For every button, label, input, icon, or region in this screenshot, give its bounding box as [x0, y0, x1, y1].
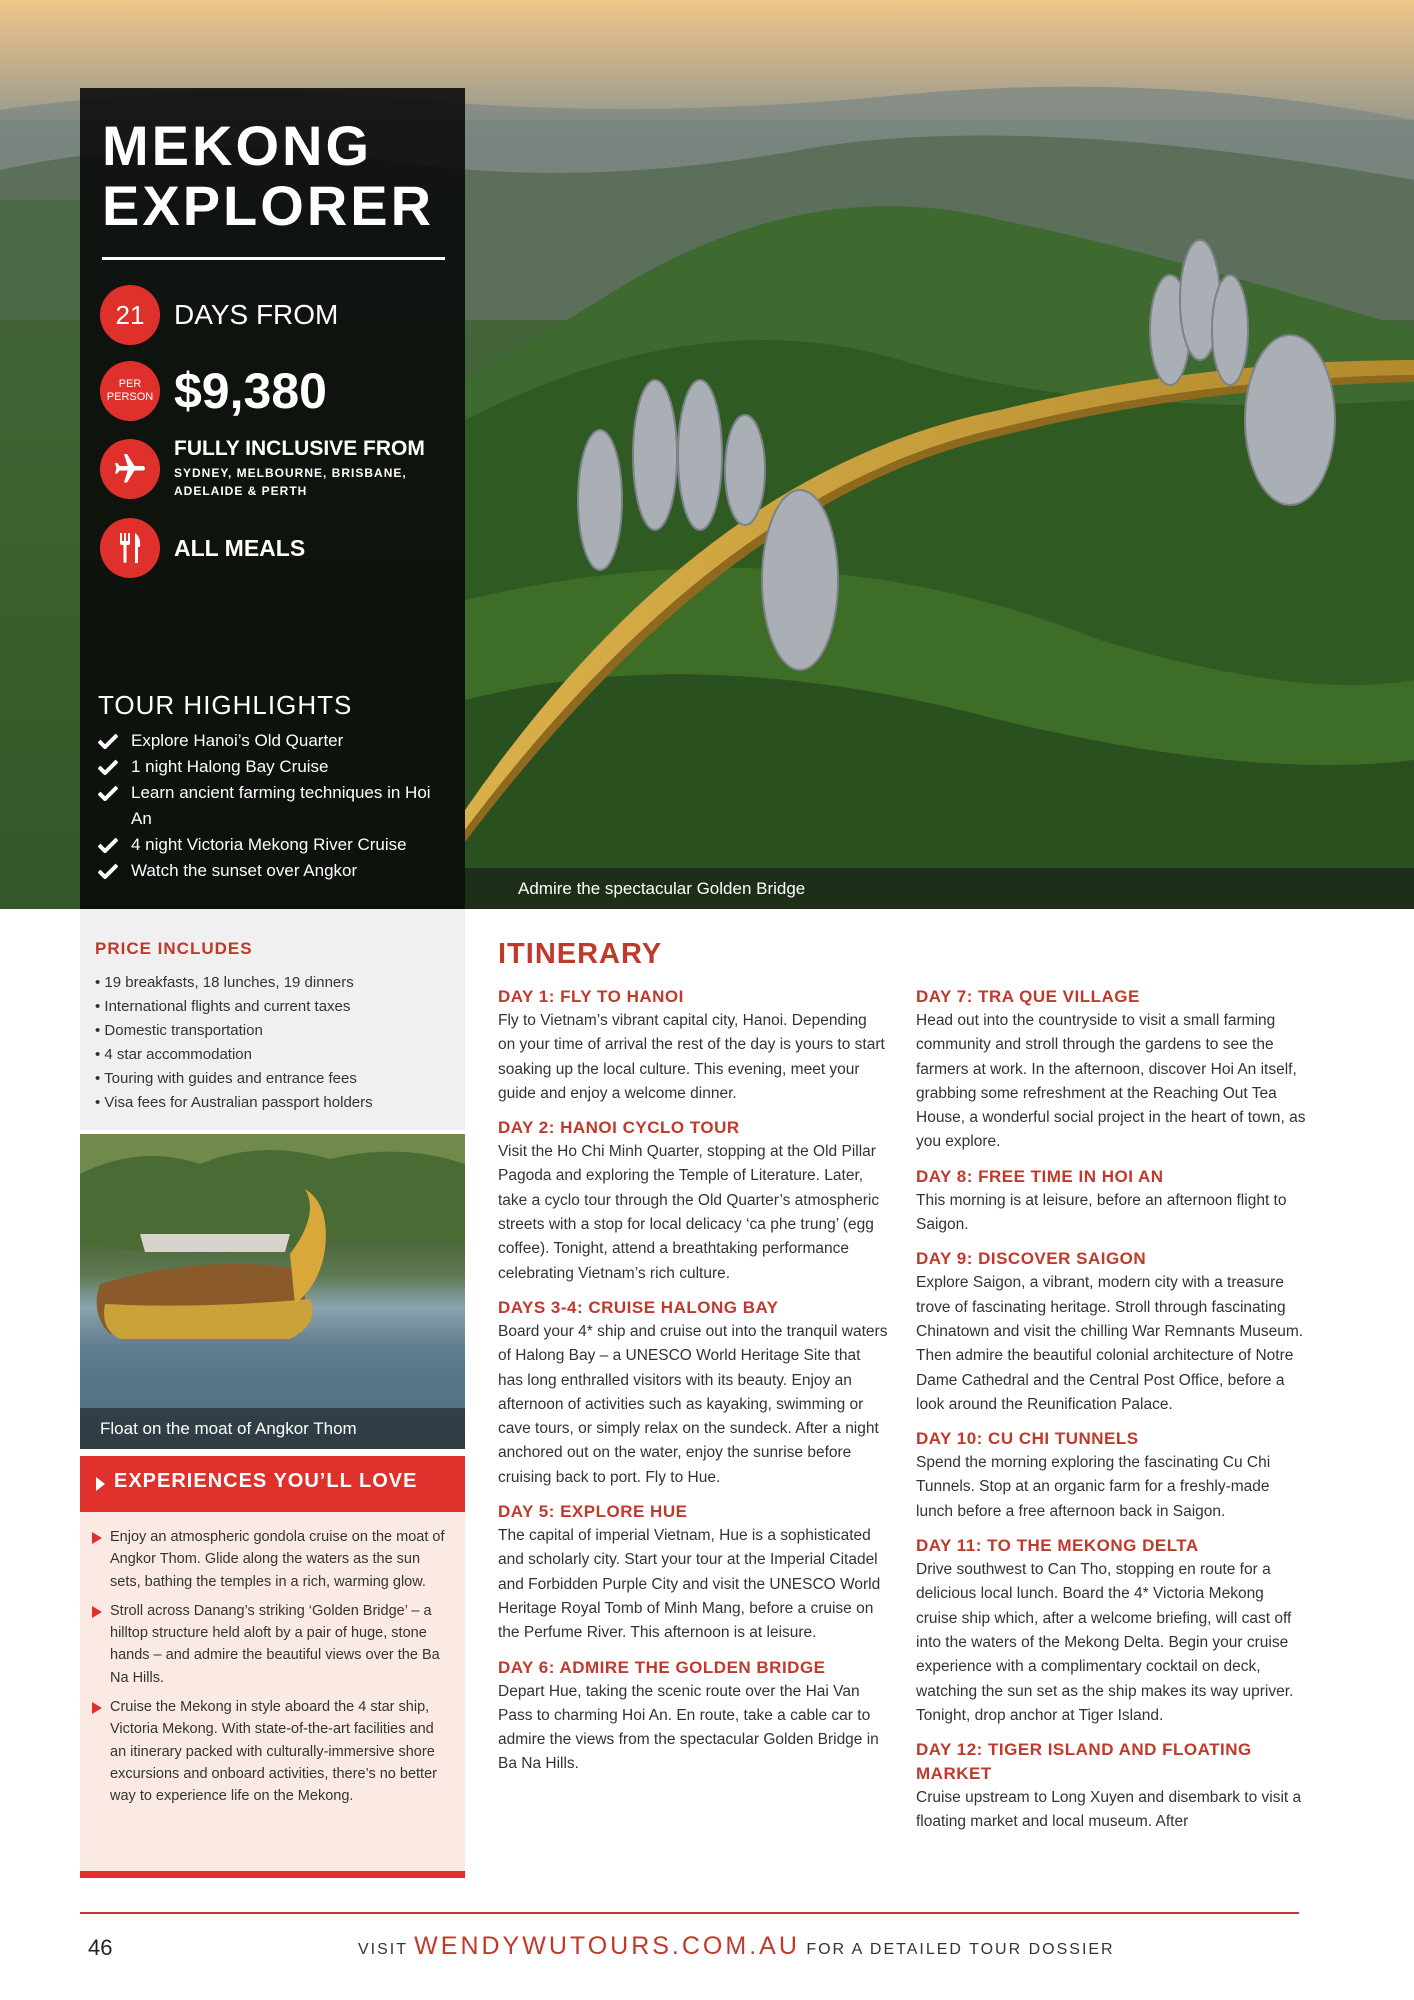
- itinerary-day: [498, 985, 888, 1106]
- inclusive-heading: FULLY INCLUSIVE FROM: [174, 437, 425, 460]
- list-item: [98, 780, 453, 832]
- day-text: This morning is at leisure, before an afternoon flight to Saigon.: [916, 1191, 1287, 1234]
- list-item: [92, 1526, 452, 1593]
- departure-cities: ADELAIDE & PERTH: [174, 484, 308, 498]
- check-icon: [98, 733, 118, 749]
- day-title: DAY 7: TRA QUE VILLAGE: [916, 987, 1140, 1006]
- flights-text: [174, 437, 425, 501]
- highlights-title: TOUR HIGHLIGHTS: [98, 690, 353, 720]
- itinerary-day: [498, 1656, 888, 1777]
- website-link[interactable]: WENDYWUTOURS.COM.AU: [414, 1932, 800, 1960]
- highlights-list: [98, 728, 453, 884]
- day-title: DAY 11: TO THE MEKONG DELTA: [916, 1536, 1199, 1556]
- list-item: [98, 832, 453, 858]
- meals-stat: [100, 518, 305, 578]
- list-item: [98, 754, 453, 780]
- plane-icon: [100, 439, 160, 499]
- price-stat: [100, 361, 327, 421]
- price-includes-title: PRICE INCLUDES: [95, 939, 253, 958]
- experience-text: Enjoy an atmospheric gondola cruise on the moat of Angkor Thom. Glide along the waters as the sun sets, bathing the temples in a rich, warming glow.: [110, 1529, 445, 1590]
- list-item: • Domestic transportation: [95, 1019, 373, 1043]
- days-stat: [100, 285, 338, 345]
- photo-caption: Float on the moat of Angkor Thom: [80, 1408, 465, 1449]
- triangle-right-icon: [92, 1606, 102, 1618]
- price-includes-box: [80, 909, 465, 1130]
- day-text: The capital of imperial Vietnam, Hue is a sophisticated and scholarly city. Start your tour at the Imperial Citadel and Forbidden Purple City and visit the UNESCO World Heritage Royal Tomb of Minh Mang, before a cruise on the Perfume River. This afternoon is at leisure.: [498, 1527, 881, 1642]
- tour-price: $9,380: [174, 363, 327, 419]
- itinerary-column-1: [498, 985, 888, 1787]
- itinerary-day: [916, 985, 1306, 1155]
- list-item: [98, 728, 453, 754]
- experiences-list: [92, 1526, 452, 1815]
- day-title: DAYS 3-4: CRUISE HALONG BAY: [498, 1297, 779, 1317]
- per-person-line: PERSON: [106, 391, 154, 403]
- day-title: DAY 6: ADMIRE THE GOLDEN BRIDGE: [498, 1657, 826, 1677]
- itinerary-day: [498, 1116, 888, 1286]
- photo-caption: Admire the spectacular Golden Bridge: [465, 868, 1414, 909]
- list-item: • Touring with guides and entrance fees: [95, 1067, 373, 1091]
- list-item: • Visa fees for Australian passport holders: [95, 1091, 373, 1115]
- price-includes-list: [95, 971, 373, 1115]
- title-divider: [102, 257, 445, 260]
- list-item: [98, 858, 453, 884]
- days-badge: 21: [100, 285, 160, 345]
- highlight-text: Watch the sunset over Angkor: [131, 861, 358, 880]
- moat-photo: [80, 1134, 465, 1449]
- experience-text: Cruise the Mekong in style aboard the 4 star ship, Victoria Mekong. With state-of-the-art facilities and an itinerary packed with culturally-immersive shore excursions and onboard activities, there’s no better way to experience life on the Mekong.: [110, 1699, 437, 1805]
- day-text: Depart Hue, taking the scenic route over the Hai Van Pass to charming Hoi An. En route, take a cable car to admire the views from the spectacular Golden Bridge in Ba Na Hills.: [498, 1682, 879, 1773]
- per-person-badge: [100, 361, 160, 421]
- day-title: DAY 5: EXPLORE HUE: [498, 1502, 688, 1522]
- list-item: • 19 breakfasts, 18 lunches, 19 dinners: [95, 971, 373, 995]
- title-panel: [80, 88, 465, 909]
- footer-suffix: FOR A DETAILED TOUR DOSSIER: [806, 1941, 1115, 1958]
- list-item: • 4 star accommodation: [95, 1043, 373, 1067]
- day-text: Board your 4* ship and cruise out into the tranquil waters of Halong Bay – a UNESCO World Heritage Site that has long enthralled visitors with its beauty. Enjoy an afternoon of activities such as kayaking, swimming or cave tours, or simply relax on the sundeck. After a night anchored out on the water, enjoy the sunrise before cruising back to port. Fly to Hue.: [498, 1322, 888, 1486]
- day-title: DAY 10: CU CHI TUNNELS: [916, 1429, 1139, 1449]
- triangle-right-icon: [96, 1477, 105, 1491]
- day-text: Head out into the countryside to visit a small farming community and stroll through the gardens to see the farmers at work. In the afternoon, discover Hoi An itself, grabbing some refreshment at the Reaching Out Tea House, a wonderful social project in the heart of town, as you explore.: [916, 1012, 1306, 1151]
- day-title: DAY 8: FREE TIME IN HOI AN: [916, 1166, 1164, 1186]
- day-title: DAY 1: FLY TO HANOI: [498, 987, 684, 1006]
- itinerary-day: [916, 1427, 1306, 1524]
- itinerary-column-2: [916, 985, 1306, 1845]
- tour-title-line: EXPLORER: [102, 174, 435, 237]
- tour-title-line: MEKONG: [102, 114, 372, 177]
- page-number: 46: [88, 1935, 113, 1960]
- itinerary-day: [498, 1296, 888, 1490]
- check-icon: [98, 759, 118, 775]
- experiences-header: [80, 1456, 465, 1512]
- highlight-text: 4 night Victoria Mekong River Cruise: [131, 835, 407, 854]
- experiences-title: EXPERIENCES YOU’LL LOVE: [114, 1470, 418, 1492]
- departure-cities: SYDNEY, MELBOURNE, BRISBANE,: [174, 466, 407, 480]
- footer-visit: VISIT: [358, 1941, 408, 1958]
- gondola-illustration: [80, 1134, 465, 1449]
- highlight-text: 1 night Halong Bay Cruise: [131, 757, 329, 776]
- itinerary-day: [916, 1738, 1306, 1835]
- triangle-right-icon: [92, 1702, 102, 1714]
- triangle-right-icon: [92, 1532, 102, 1544]
- days-label: DAYS FROM: [174, 299, 339, 330]
- highlight-text: Explore Hanoi’s Old Quarter: [131, 731, 344, 750]
- list-item: [92, 1600, 452, 1689]
- experiences-box: [80, 1456, 465, 1876]
- flights-stat: [100, 437, 425, 501]
- experience-text: Stroll across Danang’s striking ‘Golden Bridge’ – a hilltop structure held aloft by a pair of huge, stone hands – and admire the beautiful views over the Ba Na Hills.: [110, 1602, 440, 1686]
- check-icon: [98, 863, 118, 879]
- day-text: Visit the Ho Chi Minh Quarter, stopping at the Old Pillar Pagoda and exploring the Temple of Literature. Later, take a cyclo tour through the Old Quarter’s atmospheric streets with a stop for local delicacy ‘ca phe trung’ (egg coffee). Tonight, attend a breathtaking performance celebrating Vietnam’s rich culture.: [498, 1143, 880, 1282]
- meals-label: ALL MEALS: [174, 534, 306, 561]
- footer-cta: [358, 1932, 1115, 1961]
- list-item: [92, 1696, 452, 1807]
- per-person-line: PER: [118, 378, 142, 390]
- day-text: Explore Saigon, a vibrant, modern city with a treasure trove of fascinating heritage. Stroll through fascinating Chinatown and visit the chilling War Remnants Museum. Then admire the beautiful colonial architecture of Notre Dame Cathedral and the Central Post Office, before a look around the Reunification Palace.: [916, 1274, 1304, 1413]
- itinerary-day: [916, 1247, 1306, 1417]
- tour-title: [102, 116, 434, 236]
- list-item: • International flights and current taxes: [95, 995, 373, 1019]
- itinerary-day: [498, 1500, 888, 1645]
- day-text: Spend the morning exploring the fascinating Cu Chi Tunnels. Stop at an organic farm for a freshly-made lunch before a free afternoon back in Saigon.: [916, 1454, 1271, 1520]
- day-title: DAY 12: TIGER ISLAND AND FLOATING MARKET: [916, 1740, 1252, 1784]
- highlight-text: Learn ancient farming techniques in Hoi An: [131, 783, 431, 828]
- experiences-bottom-bar: [80, 1871, 465, 1878]
- check-icon: [98, 785, 118, 801]
- check-icon: [98, 837, 118, 853]
- footer-divider: [80, 1912, 1299, 1914]
- day-text: Fly to Vietnam’s vibrant capital city, Hanoi. Depending on your time of arrival the rest of the day is yours to start soaking up the local culture. This evening, meet your guide and enjoy a welcome dinner.: [498, 1012, 885, 1102]
- itinerary-day: [916, 1534, 1306, 1728]
- day-text: Drive southwest to Can Tho, stopping en route for a delicious local lunch. Board the 4* Victoria Mekong cruise ship which, after a welcome briefing, will cast off into the waters of the Mekong Delta. Begin your cruise experience with a complimentary cocktail on deck, watching the sun set as the ship makes its way upriver. Tonight, drop anchor at Tiger Island.: [916, 1561, 1294, 1724]
- day-text: Cruise upstream to Long Xuyen and disembark to visit a floating market and local museum. After: [916, 1789, 1302, 1831]
- cutlery-icon: [100, 518, 160, 578]
- itinerary-day: [916, 1165, 1306, 1238]
- itinerary-title: ITINERARY: [498, 938, 663, 970]
- day-title: DAY 9: DISCOVER SAIGON: [916, 1249, 1147, 1269]
- day-title: DAY 2: HANOI CYCLO TOUR: [498, 1118, 740, 1138]
